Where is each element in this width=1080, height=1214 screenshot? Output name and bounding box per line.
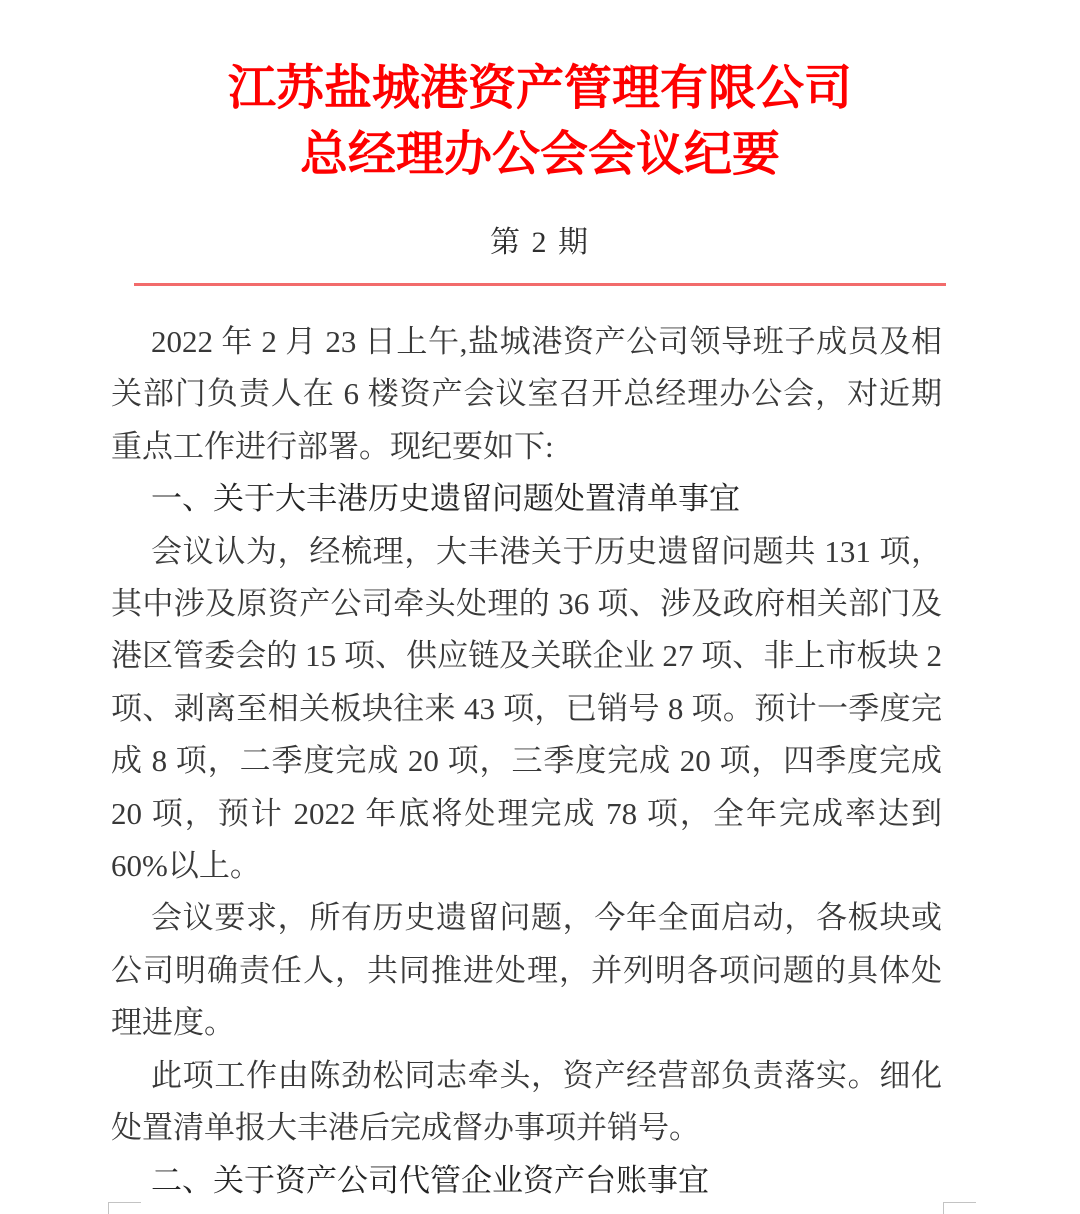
title-line-1: 江苏盐城港资产管理有限公司 bbox=[227, 62, 852, 115]
issue-number: 第 2 期 bbox=[490, 226, 590, 259]
document-page bbox=[0, 56, 1080, 1213]
document-body bbox=[111, 316, 942, 1207]
title-line-2: 总经理办公会会议纪要 bbox=[299, 128, 780, 181]
section-heading: 二、关于资产公司代管企业资产台账事宜 bbox=[151, 1162, 709, 1198]
section-heading: 一、关于大丰港历史遗留问题处置清单事宜 bbox=[151, 481, 740, 517]
body-paragraph: 2022 年 2 月 23 日上午,盐城港资产公司领导班子成员及相关部门负责人在 6 楼资产会议室召开总经理办公会，对近期重点工作进行部署。现纪要如下: bbox=[111, 324, 942, 464]
body-paragraph: 会议要求，所有历史遗留问题，今年全面启动，各板块或公司明确责任人，共同推进处理，并列明各项问题的具体处理进度。 bbox=[111, 900, 942, 1041]
document-title bbox=[0, 56, 1080, 188]
title-divider-rule bbox=[134, 283, 946, 286]
body-paragraph: 此项工作由陈劲松同志牵头，资产经营部负责落实。细化处置清单报大丰港后完成督办事项并销号。 bbox=[111, 1057, 942, 1146]
text-boundary-mark-bottom-right bbox=[943, 1202, 976, 1214]
text-boundary-mark-bottom-left bbox=[108, 1202, 141, 1214]
body-paragraph: 会议认为，经梳理，大丰港关于历史遗留问题共 131 项，其中涉及原资产公司牵头处理的 36 项、涉及政府相关部门及港区管委会的 15 项、供应链及关联企业 27 项、非上市板块 2 项、剥离至相关板块往来 43 项，已销号 8 项。预计一季度完成 8 项，二季度完成 20 项，三季度完成 20 项，四季度完成 20 项，预计 2022 年底将处理完成 78 项，全年完成率达到 60%以上。 bbox=[111, 533, 942, 884]
